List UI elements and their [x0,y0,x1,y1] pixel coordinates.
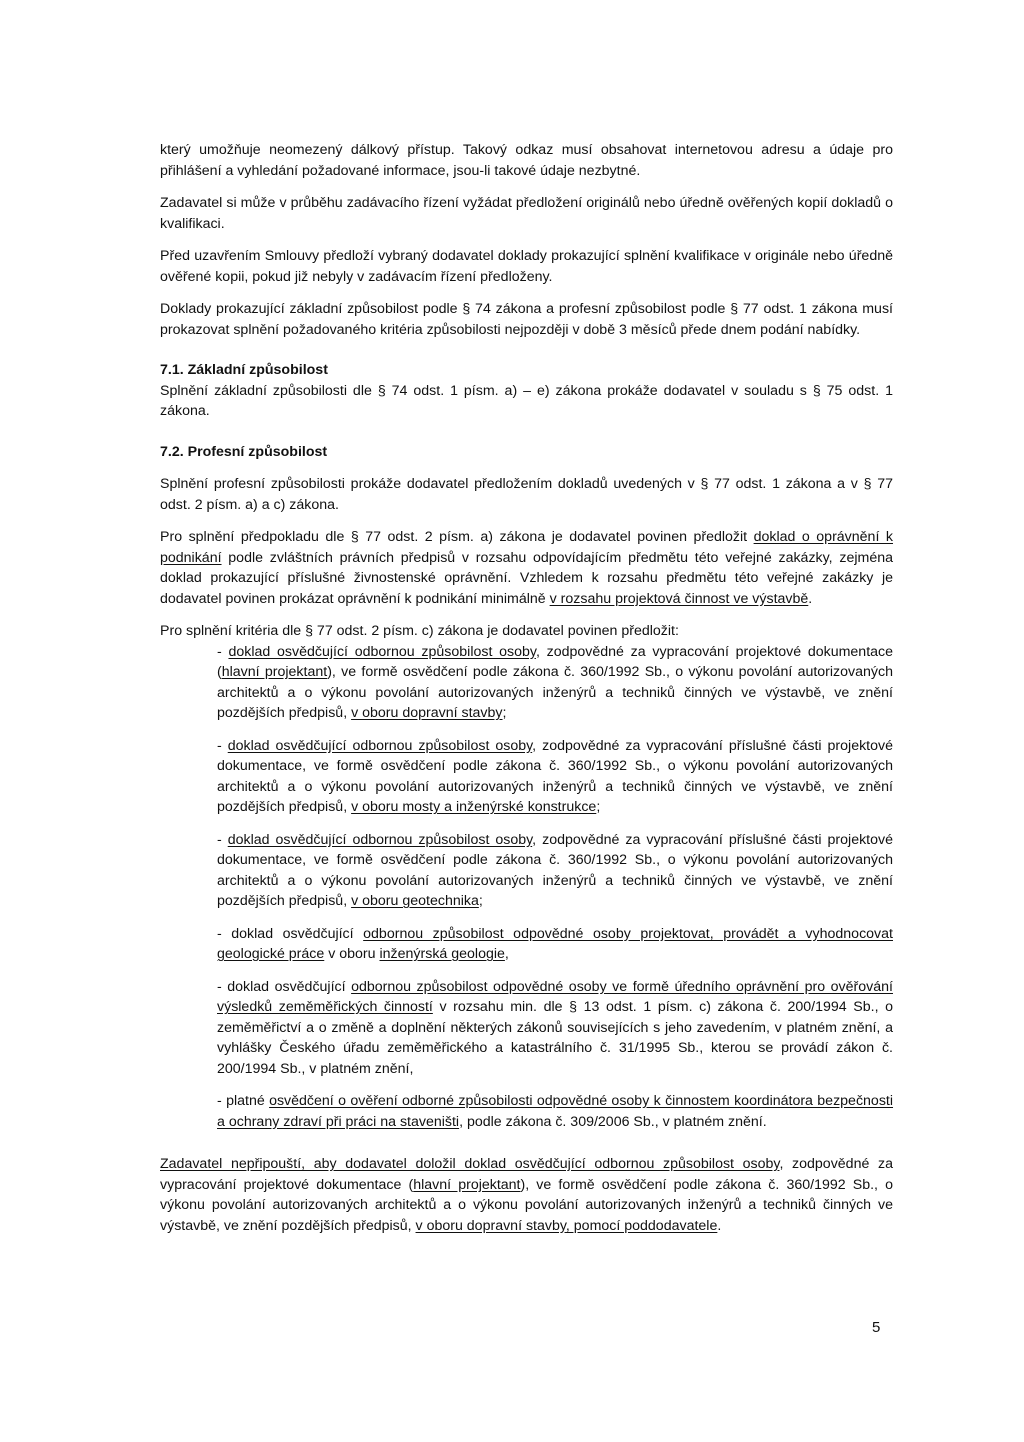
underlined-text: inženýrská geologie [379,946,505,962]
section-text-professional-eligibility: Splnění profesní způsobilosti prokáže dodavatel předložením dokladů uvedených v § 77 odst. 1 zákona a v § 77 odst. 2 písm. a) a c) zákona. [160,476,893,513]
underlined-text: doklad o oprávnění k podnikání [160,529,893,566]
text-segment: , zodpovědné za vypracování příslušné části projektové dokumentace, ve formě osvědčení podle zákona č. 360/1992 Sb., o výkonu povolání autorizovaných architektů a o výkonu povolání autorizovaných inženýrů a techniků činných ve výstavbě, ve znění pozdějších předpisů, [217,737,893,815]
paragraph-originals: Zadavatel si může v průběhu zadávacího řízení vyžádat předložení originálů nebo úředně ověřených kopií dokladů o kvalifikaci. [160,195,893,232]
text-segment: - [217,643,229,660]
underlined-text: odbornou způsobilost odpovědné osoby ve formě úředního oprávnění pro ověřování výsledků zeměměřických činností [217,978,893,1015]
text-segment: v oboru [324,946,380,962]
text-segment: , zodpovědné za vypracování projektové dokumentace ( [160,1156,893,1193]
paragraph-remote-access: který umožňuje neomezený dálkový přístup. Takový odkaz musí obsahovat internetovou adresu a údaje pro přihlášení a vyhledání požadované informace, jsou-li takové údaje nezbytné. [160,142,893,179]
paragraph-documents-age: Doklady prokazující základní způsobilost podle § 74 zákona a profesní způsobilost podle § 77 odst. 1 zákona musí prokazovat splnění požadovaného kritéria způsobilosti nejpozději v době 3 měsíců přede dnem podání nabídky. [160,301,893,338]
underlined-text: hlavní projektant [413,1176,521,1193]
underlined-text: v oboru dopravní stavby, pomocí poddodavatele [415,1217,718,1234]
text-segment: - doklad osvědčující [217,978,352,995]
list-item [217,924,893,965]
underlined-text: doklad osvědčující odbornou způsobilost osoby [227,737,533,754]
paragraph-criterion-c: Pro splnění kritéria dle § 77 odst. 2 písm. c) zákona je dodavatel povinen předložit: [160,623,679,639]
text-segment: , [504,946,509,962]
text-segment: ; [596,799,601,815]
text-segment: - platné [217,1093,270,1109]
text-segment: podle zvláštních právních předpisů v rozsahu odpovídajícím předmětu této veřejné zakázky, zejména doklad prokazující příslušné živnostenské oprávnění. Vzhledem k rozsahu předmětu této veřejné zakázky je dodavatel povinen prokázat oprávnění k podnikání minimálně [160,549,893,607]
underlined-text: Zadavatel nepřipouští, aby dodavatel doložil doklad osvědčující odbornou způsobilost osoby [160,1156,780,1172]
list-item [217,977,893,1080]
paragraph-before-contract: Před uzavřením Smlouvy předloží vybraný dodavatel doklady prokazující splnění kvalifikace v originále nebo úředně ověřené kopii, pokud již nebyly v zadávacím řízení předloženy. [160,248,893,285]
text-segment: - doklad osvědčující [217,925,364,942]
text-segment: ; [478,893,483,909]
text-segment: ), ve formě osvědčení podle zákona č. 360/1992 Sb., o výkonu povolání autorizovaných architektů a o výkonu povolání autorizovaných inženýrů a techniků činných ve výstavbě, ve znění pozdějších předpisů, [217,664,893,721]
underlined-text: v oboru mosty a inženýrské konstrukce [351,799,597,815]
text-segment: , zodpovědné za vypracování příslušné části projektové dokumentace, ve formě osvědčení podle zákona č. 360/1992 Sb., o výkonu povolání autorizovaných architektů a o výkonu povolání autorizovaných inženýrů a techniků činných ve výstavbě, ve znění pozdějších předpisů, [217,831,893,909]
list-item [217,642,893,724]
section-heading-professional-eligibility: 7.2. Profesní způsobilost [160,443,328,460]
requirements-list [217,642,893,1133]
text-segment: , podle zákona č. 309/2006 Sb., v platném znění. [459,1113,767,1130]
text-segment: - [217,737,228,754]
text-segment: , zodpovědné za vypracování projektové dokumentace ( [217,643,894,680]
text-segment: v rozsahu min. dle § 13 odst. 1 písm. c) zákona č. 200/1994 Sb., o zeměměřictví a o změně a doplnění některých zákonů souvisejících s jeho zavedením, v platném znění, a vyhlášky Českého úřadu zeměměřického a katastrálního č. 31/1995 Sb., kterou se provádí zákon č. 200/1994 Sb., v platném znění, [217,999,893,1077]
underlined-text: odbornou způsobilost odpovědné osoby projektovat, provádět a vyhodnocovat geologické práce [217,925,893,962]
underlined-text: osvědčení o ověření odborné způsobilosti odpovědné osoby k činnostem koordinátora bezpečnosti a ochrany zdraví při práci na staveništi [217,1093,894,1130]
list-item [217,830,893,912]
text-segment: ; [502,705,507,721]
underlined-text: doklad osvědčující odbornou způsobilost osoby [227,831,533,848]
text-segment: - [217,831,228,848]
page-number: 5 [872,1319,881,1336]
text-segment: . [717,1217,722,1234]
underlined-text: v oboru geotechnika [351,893,479,909]
text-segment: ), ve formě osvědčení podle zákona č. 360/1992 Sb., o výkonu povolání autorizovaných architektů a o výkonu povolání autorizovaných inženýrů a techniků činných ve výstavbě, ve znění pozdějších předpisů, [160,1176,893,1234]
underlined-text: v oboru dopravní stavby [351,705,503,721]
text-segment: Pro splnění předpokladu dle § 77 odst. 2 písm. a) zákona je dodavatel povinen předložit [160,529,754,545]
underlined-text: doklad osvědčující odbornou způsobilost osoby [228,643,536,660]
list-item [217,1091,893,1132]
text-segment: . [808,590,813,607]
section-heading-basic-eligibility: 7.1. Základní způsobilost [160,362,328,378]
underlined-text: v rozsahu projektová činnost ve výstavbě [549,590,809,607]
paragraph-subcontractor-restriction [160,1154,893,1236]
document-body [160,140,893,1236]
section-text-basic-eligibility: Splnění základní způsobilosti dle § 74 odst. 1 písm. a) – e) zákona prokáže dodavatel v souladu s § 75 odst. 1 zákona. [160,382,893,419]
paragraph-trade-license [160,527,893,609]
underlined-text: hlavní projektant [221,664,328,680]
list-item [217,736,893,818]
